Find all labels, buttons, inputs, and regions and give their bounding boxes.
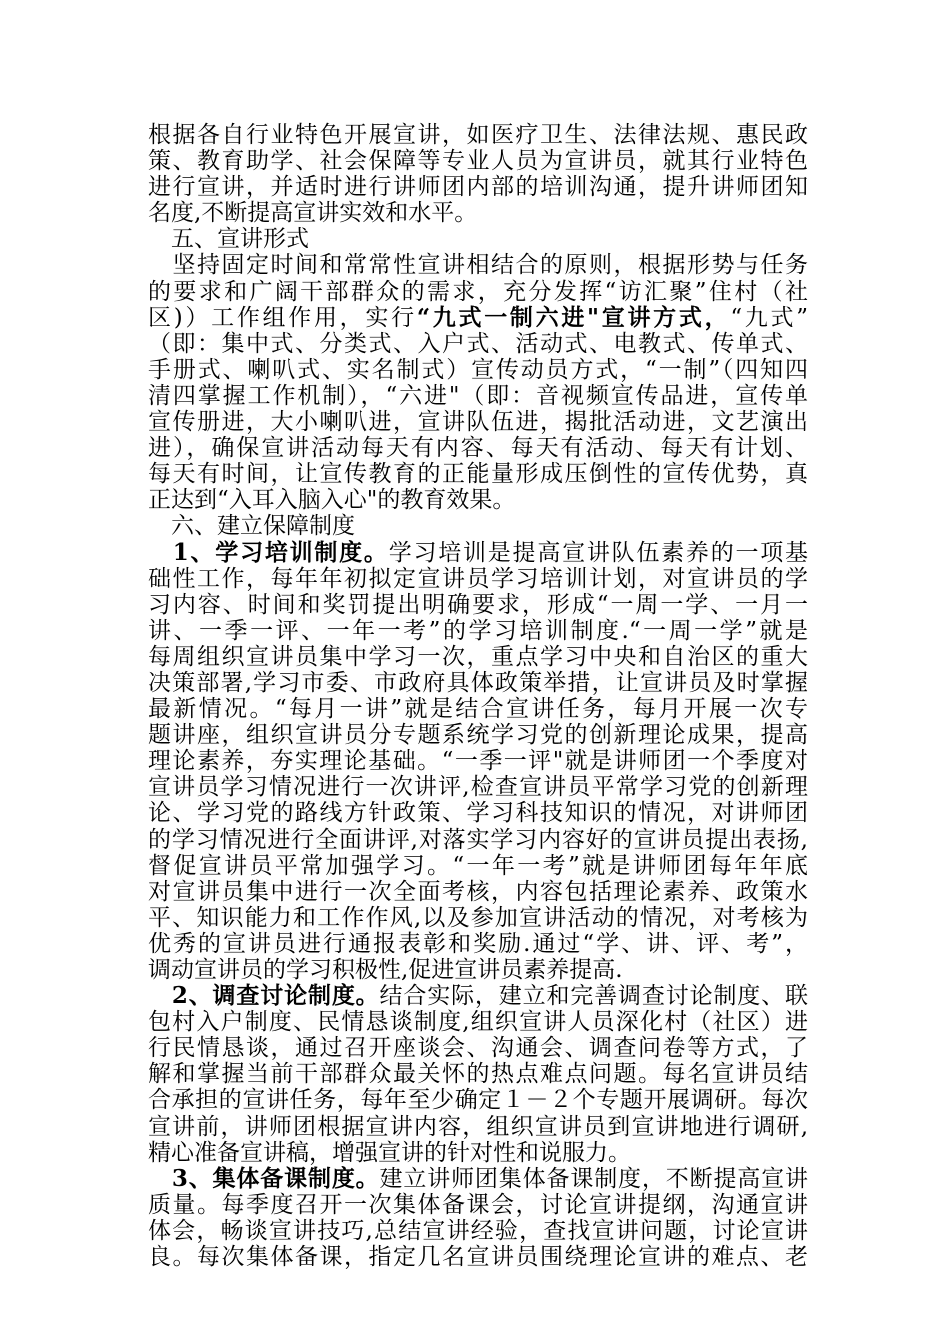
- text-segment: 六、建立保障制度: [148, 513, 355, 540]
- text-line: [148, 748, 808, 774]
- text-segment: 手册式、喇叭式、实名制式）宣传动员方式，“一制”（四知四: [148, 356, 808, 383]
- text-line: [148, 983, 808, 1009]
- text-line: [148, 252, 808, 278]
- text-line: [148, 331, 808, 357]
- text-segment: 平、知识能力和工作作风,以及参加宣讲活动的情况，对考核为: [148, 904, 808, 931]
- text-line: [148, 1087, 808, 1113]
- text-segment: 正达到“入耳入脑入心"的教育效果。: [148, 487, 516, 514]
- text-segment: 名度,不断提高宣讲实效和水平。: [148, 200, 478, 227]
- bold-text-segment: 1、学习培训制度。: [148, 539, 389, 566]
- text-segment: 解和掌握当前干部群众最关怀的热点难点问题。每名宣讲员结: [148, 1061, 808, 1088]
- text-segment: 每周组织宣讲员集中学习一次，重点学习中央和自治区的重大: [148, 643, 808, 670]
- text-line: [148, 905, 808, 931]
- text-segment: 进行宣讲，并适时进行讲师团内部的培训沟通，提升讲师团知: [148, 174, 808, 201]
- text-segment: 坚持固定时间和常常性宣讲相结合的原则，根据形势与任务: [148, 252, 808, 279]
- text-line: [148, 931, 808, 957]
- text-segment: 理论素养，夯实理论基础。“一季一评"就是讲师团一个季度对: [148, 748, 808, 775]
- text-line: [148, 513, 808, 539]
- text-line: [148, 696, 808, 722]
- text-segment: 根据各自行业特色开展宣讲，如医疗卫生、法律法规、惠民政: [148, 122, 808, 148]
- text-segment: 体会，畅谈宣讲技巧,总结宣讲经验，查找宣讲问题，讨论宣讲: [148, 1217, 808, 1244]
- text-line: [148, 1192, 808, 1218]
- text-line: [148, 800, 808, 826]
- text-line: [148, 853, 808, 879]
- text-segment: 最新情况。“每月一讲”就是结合宣讲任务，每月开展一次专: [148, 696, 808, 723]
- text-segment: 习内容、时间和奖罚提出明确要求，形成“一周一学、一月一: [148, 591, 808, 618]
- text-line: [148, 461, 808, 487]
- text-segment: 清四掌握工作机制），“六进"（即：音视频宣传品进，宣传单: [148, 382, 808, 409]
- text-line: [148, 1140, 808, 1166]
- text-segment: 行民情恳谈，通过召开座谈会、沟通会、调查问卷等方式，了: [148, 1035, 808, 1062]
- text-line: [148, 1166, 808, 1192]
- document-body: [148, 122, 808, 1270]
- text-segment: 的要求和广阔干部群众的需求，充分发挥“访汇聚”住村（社: [148, 278, 808, 305]
- text-segment: 的学习情况进行全面讲评,对落实学习内容好的宣讲员提出表扬,: [148, 826, 808, 853]
- text-segment: 题讲座，组织宣讲员分专题系统学习党的创新理论成果，提高: [148, 722, 808, 749]
- text-segment: 五、宣讲形式: [148, 226, 309, 253]
- bold-text-segment: 2、调查讨论制度。: [148, 983, 380, 1010]
- text-segment: 包村入户制度、民情恳谈制度,组织宣讲人员深化村（社区）进: [148, 1009, 808, 1036]
- text-line: [148, 879, 808, 905]
- text-line: [148, 122, 808, 148]
- text-line: [148, 540, 808, 566]
- text-segment: （即：集中式、分类式、入户式、活动式、电教式、传单式、: [148, 330, 808, 357]
- bold-text-segment: “九式一制六进"宣讲方式，: [416, 304, 731, 331]
- text-segment: 讲、一季一评、一年一考”的学习培训制度.“一周一学”就是: [148, 617, 808, 644]
- text-segment: 区)）工作组作用，实行: [148, 304, 417, 331]
- text-line: [148, 357, 808, 383]
- text-line: [148, 1218, 808, 1244]
- text-line: [148, 487, 808, 513]
- text-segment: 对宣讲员集中进行一次全面考核，内容包括理论素养、政策水: [148, 878, 808, 905]
- text-segment: 学习培训是提高宣讲队伍素养的一项基: [388, 539, 808, 566]
- text-line: [148, 566, 808, 592]
- text-line: [148, 644, 808, 670]
- text-line: [148, 827, 808, 853]
- text-segment: 础性工作，每年年初拟定宣讲员学习培训计划，对宣讲员的学: [148, 565, 808, 592]
- text-line: [148, 1114, 808, 1140]
- text-line: [148, 1244, 808, 1270]
- text-line: [148, 409, 808, 435]
- text-line: [148, 279, 808, 305]
- text-segment: “九式”: [730, 304, 808, 331]
- text-segment: 每天有时间，让宣传教育的正能量形成压倒性的宣传优势，真: [148, 461, 808, 488]
- text-line: [148, 774, 808, 800]
- text-line: [148, 200, 808, 226]
- text-line: [148, 174, 808, 200]
- text-segment: 精心准备宣讲稿，增强宣讲的针对性和说服力。: [148, 1139, 631, 1166]
- text-line: [148, 148, 808, 174]
- text-line: [148, 305, 808, 331]
- text-segment: 宣讲员学习情况进行一次讲评,检查宣讲员平常学习党的创新理: [148, 774, 808, 801]
- text-line: [148, 618, 808, 644]
- text-segment: 调动宣讲员的学习积极性,促进宣讲员素养提高.: [148, 957, 623, 983]
- text-line: [148, 383, 808, 409]
- text-segment: 宣传册进，大小喇叭进，宣讲队伍进，揭批活动进，文艺演出: [148, 409, 808, 436]
- text-segment: 合承担的宣讲任务，每年至少确定１－２个专题开展调研。每次: [148, 1087, 808, 1114]
- text-line: [148, 1009, 808, 1035]
- text-segment: 良。每次集体备课，指定几名宣讲员围绕理论宣讲的难点、老: [148, 1244, 808, 1271]
- text-line: [148, 226, 808, 252]
- text-line: [148, 435, 808, 461]
- text-line: [148, 957, 808, 983]
- text-segment: 论、学习党的路线方针政策、学习科技知识的情况，对讲师团: [148, 800, 808, 827]
- text-segment: 宣讲前，讲师团根据宣讲内容，组织宣讲员到宣讲地进行调研,: [148, 1113, 808, 1140]
- text-segment: 进），确保宣讲活动每天有内容、每天有活动、每天有计划、: [148, 435, 808, 462]
- text-line: [148, 1035, 808, 1061]
- text-segment: 督促宣讲员平常加强学习。“一年一考”就是讲师团每年年底: [148, 852, 808, 879]
- text-segment: 结合实际，建立和完善调查讨论制度、联: [379, 983, 808, 1010]
- text-segment: 质量。每季度召开一次集体备课会，讨论宣讲提纲，沟通宣讲: [148, 1191, 808, 1218]
- text-segment: 策、教育助学、社会保障等专业人员为宣讲员，就其行业特色: [148, 148, 808, 175]
- text-line: [148, 592, 808, 618]
- bold-text-segment: 3、集体备课制度。: [148, 1165, 380, 1192]
- text-line: [148, 670, 808, 696]
- text-line: [148, 722, 808, 748]
- text-segment: 决策部署,学习市委、市政府具体政策举措，让宣讲员及时掌握: [148, 669, 808, 696]
- text-segment: 建立讲师团集体备课制度，不断提高宣讲: [379, 1165, 808, 1192]
- text-line: [148, 1061, 808, 1087]
- text-segment: 优秀的宣讲员进行通报表彰和奖励.通过“学、讲、评、考”，: [148, 930, 808, 957]
